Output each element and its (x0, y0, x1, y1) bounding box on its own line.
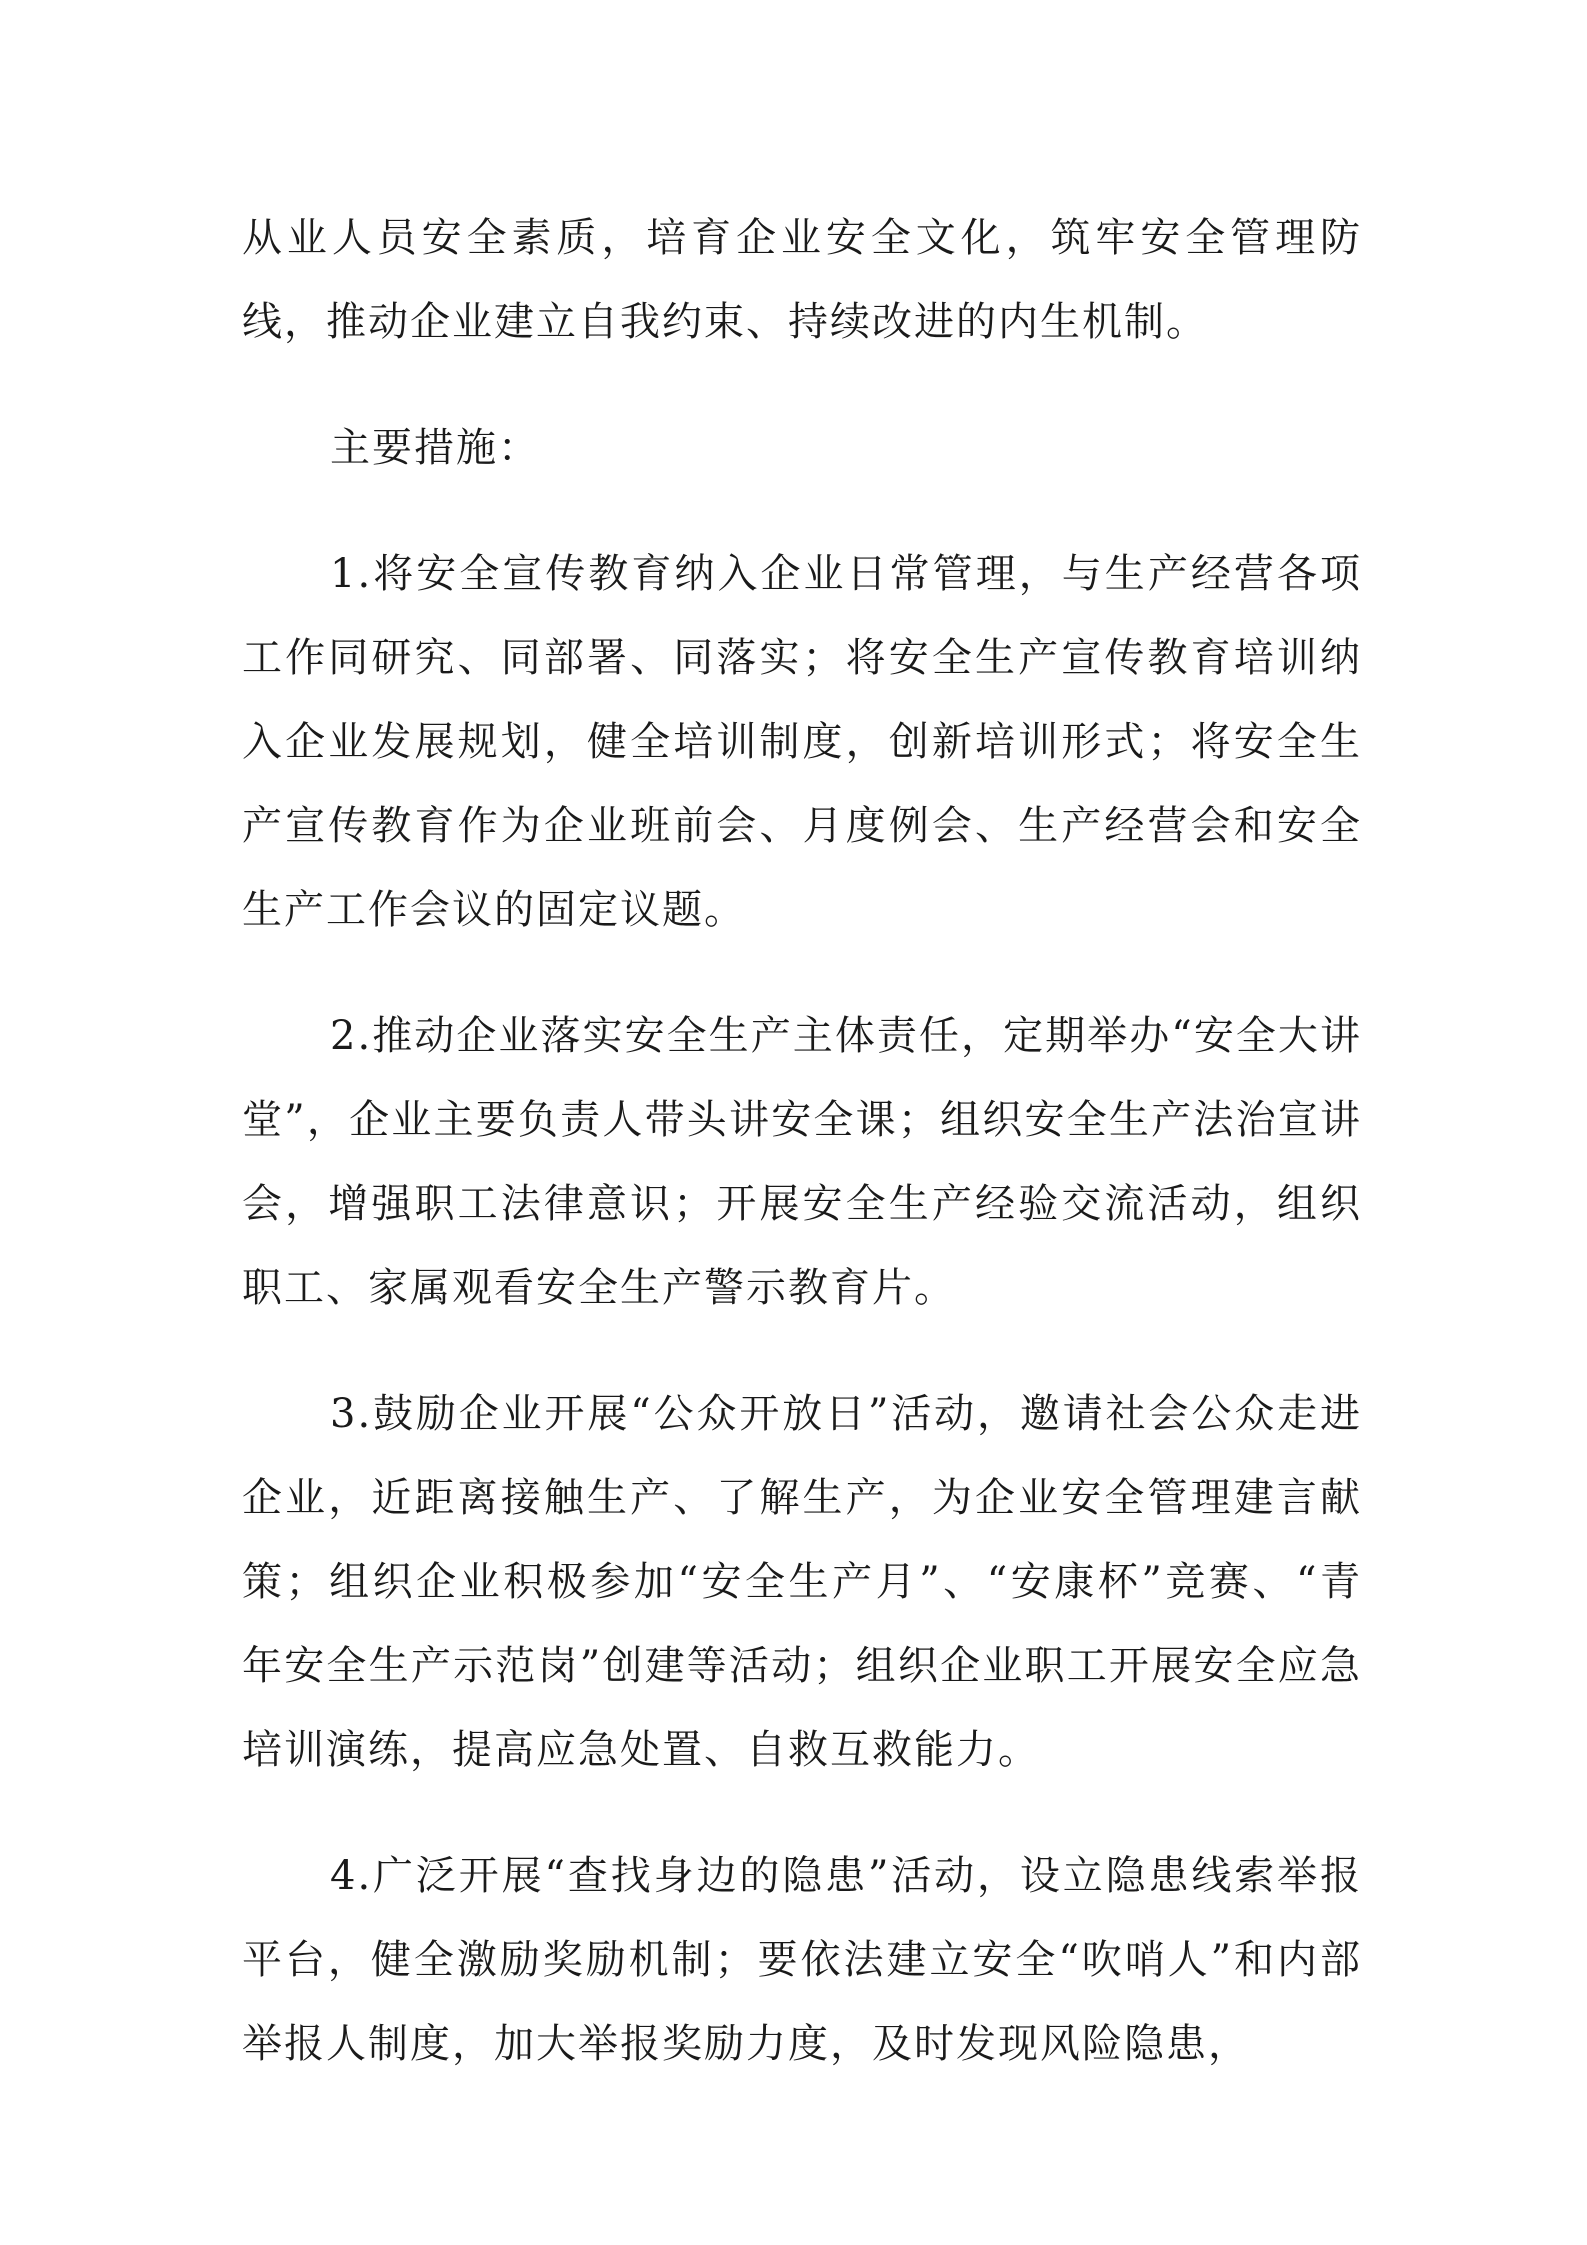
paragraph-heading-main-measures: 主要措施： (330, 425, 540, 471)
paragraph-continuation: 从业人员安全素质，培育企业安全文化，筑牢安全管理防线，推动企业建立自我约束、持续改进的内生机制。 (242, 215, 1362, 345)
paragraph-measure-4: 4.广泛开展“查找身边的隐患”活动，设立隐患线索举报平台，健全激励奖励机制；要依法建立安全“吹哨人”和内部举报人制度，加大举报奖励力度，及时发现风险隐患， (242, 1853, 1362, 2067)
paragraph-measure-3: 3.鼓励企业开展“公众开放日”活动，邀请社会公众走进企业，近距离接触生产、了解生产，为企业安全管理建言献策；组织企业积极参加“安全生产月”、“安康杯”竞赛、“青年安全生产示范岗”创建等活动；组织企业职工开展安全应急培训演练，提高应急处置、自救互救能力。 (242, 1391, 1362, 1773)
paragraph-measure-1: 1.将安全宣传教育纳入企业日常管理，与生产经营各项工作同研究、同部署、同落实；将安全生产宣传教育培训纳入企业发展规划，健全培训制度，创新培训形式；将安全生产宣传教育作为企业班前会、月度例会、生产经营会和安全生产工作会议的固定议题。 (242, 551, 1362, 933)
paragraph-measure-2: 2.推动企业落实安全生产主体责任，定期举办“安全大讲堂”，企业主要负责人带头讲安全课；组织安全生产法治宣讲会，增强职工法律意识；开展安全生产经验交流活动，组织职工、家属观看安全生产警示教育片。 (242, 1013, 1362, 1311)
document-body (242, 196, 1362, 2086)
